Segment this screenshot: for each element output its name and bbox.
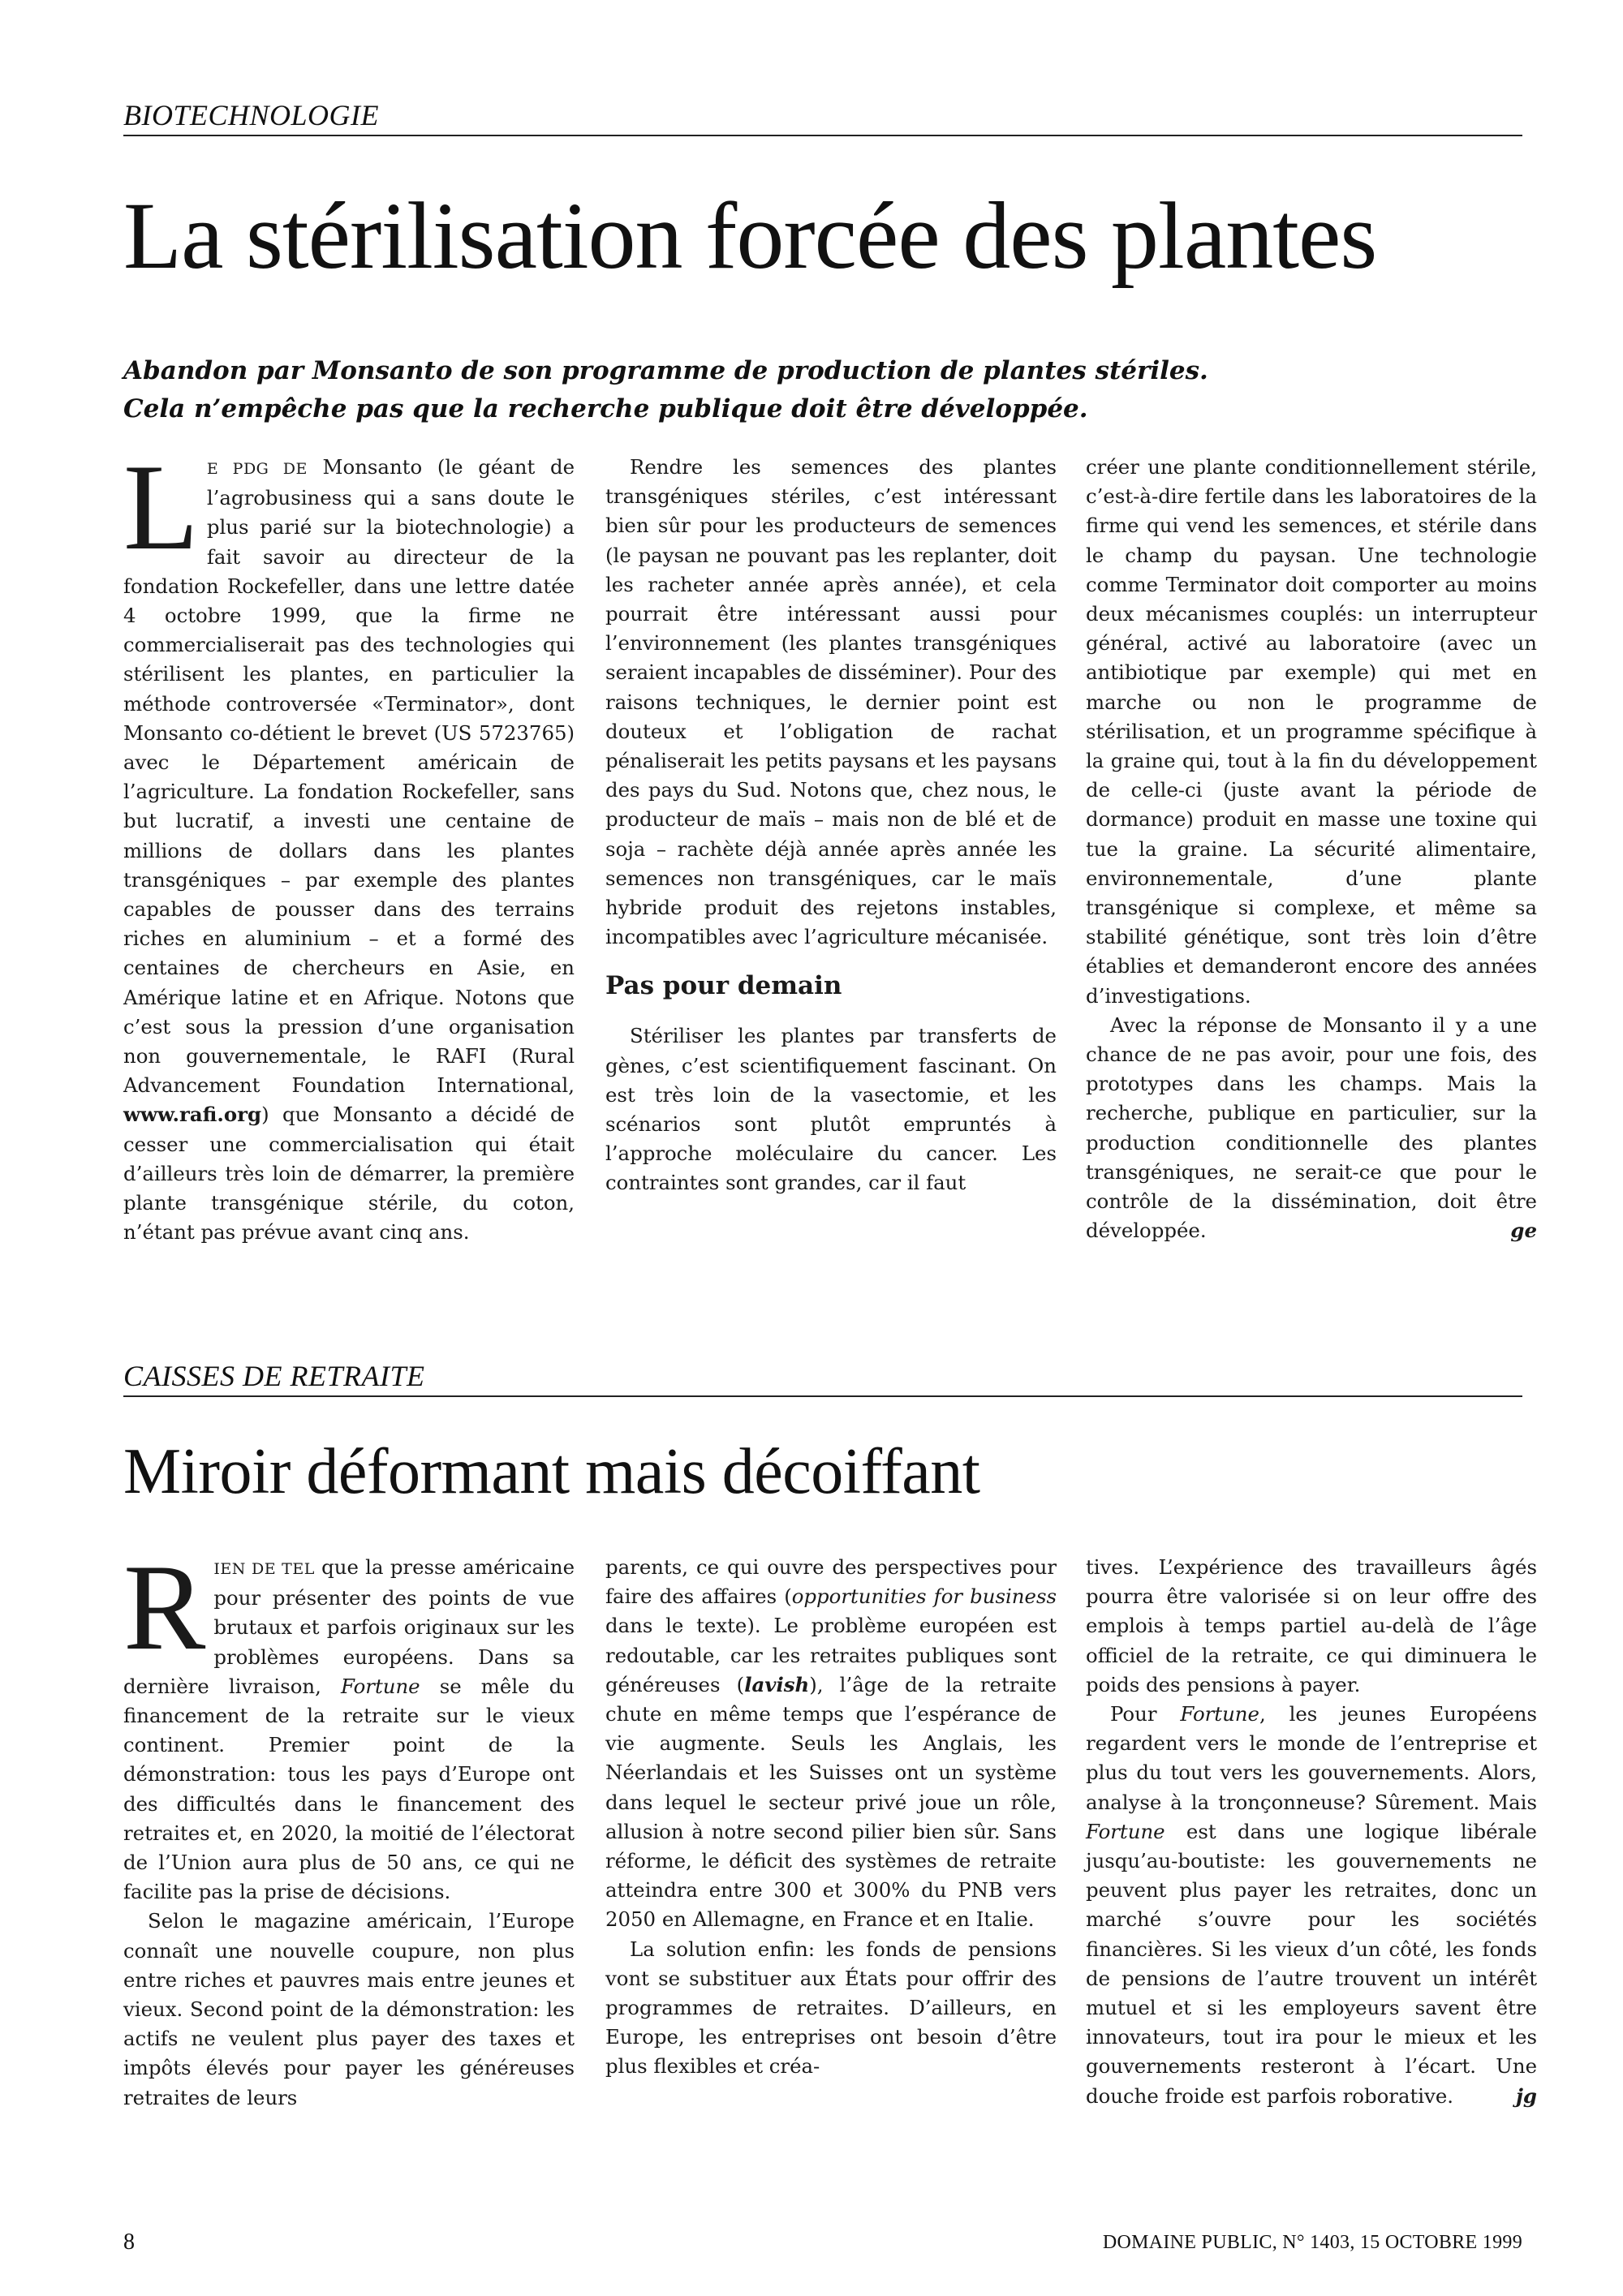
article1-column-2 — [605, 453, 1057, 1198]
article1-paragraph: créer une plante conditionnellement stérile, c’est-à-dire fertile dans les laboratoires de la firme qui vend les semences, et stérile dans le champ du paysan. Une technologie comme Terminator doit comporter au moins deux mécanismes couplés: un interrupteur général, activé au laboratoire (avec un antibiotique par exemple) qui met en marche ou non le programme de stérilisation, et un programme spécifique à la graine qui, tout à la fin du développement de celle-ci (juste avant la période de dormance) produit en masse une toxine qui tue la graine. La sécurité alimentaire, environnementale, d’une plante transgénique si complexe, et même sa stabilité génétique, sont très loin d’être établies et demanderont encore des années d’investigations. — [1086, 455, 1537, 1008]
drop-cap: R — [123, 1539, 206, 1675]
paragraph-text: parents, ce qui ouvre des perspectives pour faire des affaires ( — [605, 1555, 1057, 1609]
paragraph-text: est dans une logique libérale jusqu’au-boutiste: les gouvernements ne peuvent plus payer les retraites, donc un marché s’ouvre pour les sociétés financières. Si les vieux d’un côté, les fonds de pensions de l’autre trouvent un intérêt mutuel et si les employeurs savent être innovateurs, tout ira pour le mieux et les gouvernements resteront à l’écart. Une douche froide est parfois roborative. — [1086, 1819, 1537, 2108]
small-caps-opening: E PDG DE — [206, 460, 308, 478]
magazine-name: Fortune — [1086, 1819, 1165, 1843]
author-signature: jg — [1516, 2083, 1537, 2108]
article2-column-1 — [123, 1539, 575, 2113]
paragraph-text: ), l’âge de la retraite chute en même temps que l’espérance de vie augmente. Seuls les Anglais, les Néerlandais et les Suisses ont un système dans lequel le secteur privé joue un rôle, allusion à notre second pilier bien sûr. Sans réforme, le déficit des systèmes de retraite atteindra entre 300 et 300% du PNB vers 2050 en Allemagne, en France et en Italie. — [605, 1672, 1057, 1932]
article2-paragraph — [123, 1539, 575, 1907]
paragraph-text: dans le texte). Le problème européen est redoutable, car les retraites publiques sont généreuses ( — [605, 1614, 1057, 1696]
paragraph-text: Avec la réponse de Monsanto il y a une chance de ne pas avoir, pour une fois, des prototypes dans les champs. Mais la recherche, publique en particulier, sur la production conditionnelle des plantes transgéniques, ne serait-ce que pour le contrôle de la dissémination, doit être développée. — [1086, 1013, 1537, 1243]
lead-line-1: Abandon par Monsanto de son programme de production de plantes stériles. — [123, 356, 1208, 385]
article2-paragraph: La solution enfin: les fonds de pensions vont se substituer aux États pour offrir des programmes de retraites. D’ailleurs, en Europe, les entreprises ont besoin d’être plus flexibles et créa- — [605, 1937, 1057, 2079]
article1-column-3 — [1086, 453, 1537, 1245]
article1-column-1 — [123, 439, 575, 1247]
author-signature: ge — [1510, 1219, 1537, 1243]
english-term: opportunities for business — [791, 1584, 1057, 1609]
article2-paragraph — [1086, 1700, 1537, 2111]
article2-column-2 — [605, 1553, 1057, 2082]
publication-info: DOMAINE PUBLIC, N° 1403, 15 OCTOBRE 1999 — [1102, 2232, 1522, 2253]
paragraph-text: ) que Monsanto a décidé de cesser une commercialisation qui était d’ailleurs très loin de démarrer, la première plante transgénique stérile, du coton, n’étant pas prévue avant cinq ans. — [123, 1103, 575, 1245]
article1-paragraph — [123, 439, 575, 1247]
page-number: 8 — [123, 2229, 135, 2255]
small-caps-opening: IEN DE TEL — [213, 1560, 315, 1578]
drop-cap: L — [123, 439, 199, 575]
paragraph-text: Monsanto (le géant de l’agrobusiness qui a sans doute le plus parié sur la biotechnologie) a fait savoir au directeur de la fondation Rockefeller, dans une lettre datée 4 octobre 1999, que la firme ne commercialiserait pas des technologies qui stérilisent les plantes, en particulier la méthode controversée «Terminator», dont Monsanto co-détient le brevet (US 5723765) avec le Département américain de l’agriculture. La fondation Rockefeller, sans but lucratif, a investi une centaine de millions de dollars dans les plantes transgéniques – par exemple des plantes capables de pousser dans des terrains riches en aluminium – et a formé des centaines de chercheurs en Asie, en Amérique latine et en Afrique. Notons que c’est sous la pression d’une organisation non gouvernementale, le RAFI (Rural Advancement Foundation International, — [123, 455, 575, 1098]
lead-line-2: Cela n’empêche pas que la recherche publique doit être développée. — [123, 394, 1088, 424]
paragraph-text: se mêle du financement de la retraite sur le vieux continent. Premier point de la démonstration: tous les pays d’Europe ont des difficultés dans le financement des retraites et, en 2020, la moitié de l’électorat de l’Union aura plus de 50 ans, ce qui ne facilite pas la prise de décisions. — [123, 1674, 575, 1904]
paragraph-text: Pour — [1110, 1702, 1181, 1726]
paragraph-text: , les jeunes Européens regardent vers le monde de l’entreprise et plus du tout vers les gouvernements. Alors, analyse à la tronçonneuse? Sûrement. Mais — [1086, 1702, 1537, 1814]
article2-column-3 — [1086, 1553, 1537, 2111]
rafi-link[interactable]: www.rafi.org — [123, 1103, 262, 1127]
article-title-sterilisation: La stérilisation forcée des plantes — [123, 183, 1377, 289]
subheading-pas-pour-demain: Pas pour demain — [605, 971, 842, 1001]
article2-paragraph — [605, 1553, 1057, 1935]
paragraph-text: que la presse américaine pour présenter des points de vue brutaux et parfois originaux sur les problèmes européens. Dans sa dernière livraison, — [123, 1555, 575, 1698]
magazine-name: Fortune — [1180, 1702, 1259, 1726]
article1-paragraph: Rendre les semences des plantes transgéniques stériles, c’est intéressant bien sûr pour les producteurs de semences (le paysan ne pouvant pas les replanter, doit les racheter année après année), et cela pourrait être intéressant aussi pour l’environnement (les plantes transgéniques seraient incapables de disséminer). Pour des raisons techniques, le dernier point est douteux et l’obligation de rachat pénaliserait les petits paysans et les paysans des pays du Sud. Notons que, chez nous, le producteur de maïs – mais non de blé et de soja – rachète déjà année après année les semences non transgéniques, car le maïs hybride produit des rejetons instables, incompatibles avec l’agriculture mécanisée. — [605, 455, 1057, 949]
english-term: lavish — [744, 1672, 810, 1696]
article2-paragraph: tives. L’expérience des travailleurs âgés pourra être valorisée si on leur offre des emplois à temps partiel au-delà de l’âge officiel de la retraite, ce qui diminuera le poids des pensions à payer. — [1086, 1555, 1537, 1696]
section-rubric-biotech: BIOTECHNOLOGIE — [123, 99, 1522, 136]
article1-paragraph — [1086, 1011, 1537, 1246]
magazine-name: Fortune — [341, 1674, 420, 1698]
article2-paragraph: Selon le magazine américain, l’Europe connaît une nouvelle coupure, non plus entre riches et pauvres mais entre jeunes et vieux. Second point de la démonstration: les actifs ne veulent plus payer des taxes et impôts élevés pour payer les généreuses retraites de leurs — [123, 1909, 575, 2109]
article-lead — [123, 352, 1522, 428]
article-title-miroir: Miroir déformant mais décoiffant — [123, 1436, 980, 1507]
article1-paragraph: Stériliser les plantes par transferts de gènes, c’est scientifiquement fascinant. On est très loin de la vasectomie, et les scénarios sont plutôt empruntés à l’approche moléculaire du cancer. Les contraintes sont grandes, car il faut — [605, 1024, 1057, 1195]
section-rubric-retraite: CAISSES DE RETRAITE — [123, 1360, 1522, 1397]
